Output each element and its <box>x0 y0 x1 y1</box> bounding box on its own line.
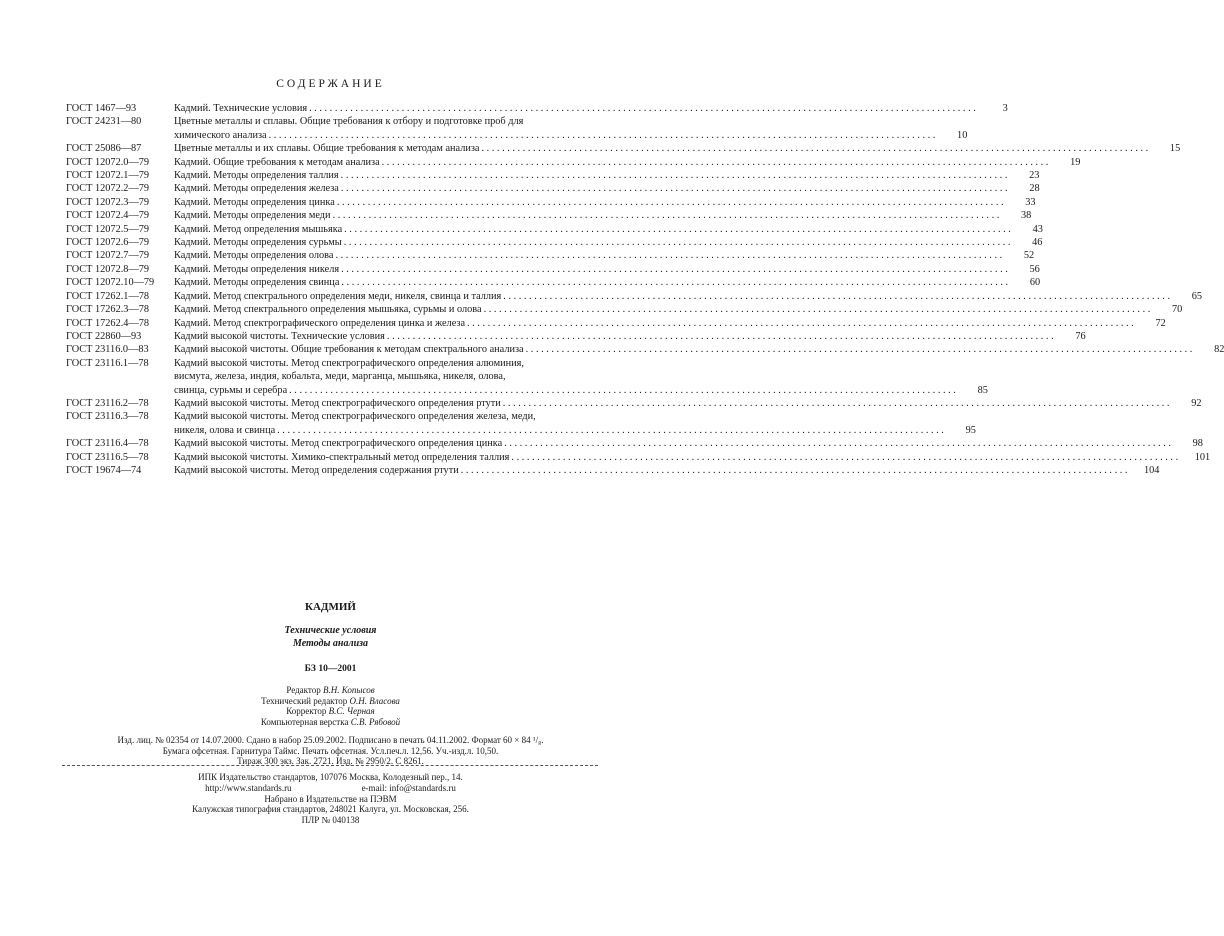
imprint-line: Изд. лиц. № 02354 от 14.07.2000. Сдано в набор 25.09.2002. Подписано в печать 04.11.2002. Формат 60 × 84 ¹/₈. <box>117 735 544 745</box>
toc-entry-code: ГОСТ 12072.6—79 <box>66 237 150 249</box>
toc-entry <box>66 223 1043 236</box>
toc-entry-title-line: Кадмий. Метод спектрального определения меди, никеля, свинца и таллия <box>174 290 502 302</box>
toc-leader-dots <box>481 142 1148 155</box>
toc-entry-title <box>174 290 1170 303</box>
toc-entry-page: 76 <box>1075 330 1086 342</box>
toc-entry-title <box>174 330 1054 343</box>
toc-leader-dots <box>341 263 1008 276</box>
toc-entry <box>66 236 1043 249</box>
toc-leader-dots <box>467 317 1134 330</box>
toc-entry <box>66 357 988 397</box>
toc-entry-title <box>174 410 944 437</box>
toc-entry-code: ГОСТ 12072.8—79 <box>66 263 150 275</box>
toc-entry-title-line: Кадмий. Методы определения свинца <box>174 277 340 289</box>
toc-leader-dots <box>387 330 1054 343</box>
imprint-line: Тираж 300 экз. Зак. 2721. Изд. № 2950/2. С 8261. <box>237 756 424 767</box>
toc-entry-page: 56 <box>1029 263 1040 275</box>
toc-entry <box>66 343 1224 356</box>
bz-number: БЗ 10—2001 <box>304 664 357 674</box>
publisher-website[interactable]: http://www.standards.ru <box>205 782 292 793</box>
license-number: ПЛР № 040138 <box>301 815 360 826</box>
toc-entry-page: 43 <box>1032 223 1043 235</box>
toc-entry-title <box>174 357 956 397</box>
toc-entry-title-line: Кадмий. Методы определения меди <box>174 210 331 222</box>
toc-entry-title-line: Кадмий высокой чистоты. Метод определения содержания ртути <box>174 464 459 476</box>
toc-leader-dots <box>309 102 976 115</box>
toc-entry-code: ГОСТ 17262.1—78 <box>66 290 150 302</box>
credits <box>0 685 661 727</box>
imprint-line: Бумага офсетная. Гарнитура Таймс. Печать офсетная. Усл.печ.л. 12,56. Уч.-изд.л. 10,50. <box>162 745 499 756</box>
toc-entry-code: ГОСТ 23116.0—83 <box>66 344 149 356</box>
toc-entry-code: ГОСТ 17262.4—78 <box>66 317 150 329</box>
toc-entry-title <box>174 437 1171 450</box>
toc-leader-dots <box>341 182 1008 195</box>
toc-entry-title <box>174 169 1007 182</box>
colophon-title: КАДМИЙ <box>305 601 356 613</box>
toc-entry-code: ГОСТ 24231—80 <box>66 116 142 128</box>
toc-entry-page: 92 <box>1191 397 1202 409</box>
toc-entry-title-line: Кадмий. Методы определения олова <box>174 250 334 262</box>
toc-leader-dots <box>335 249 1002 262</box>
toc-leader-dots <box>341 169 1008 182</box>
toc-entry-title <box>174 276 1008 289</box>
toc-leader-dots <box>511 451 1178 464</box>
toc-entry-page: 28 <box>1029 183 1040 195</box>
credit-line: Технический редактор О.Н. Власова <box>261 695 400 706</box>
toc-entry-page: 23 <box>1029 170 1040 182</box>
toc-leader-dots <box>484 303 1151 316</box>
toc-leader-dots <box>341 276 1008 289</box>
toc-entry-title <box>174 142 1148 155</box>
publisher-email[interactable]: e-mail: info@standards.ru <box>361 782 456 793</box>
toc-entry-page: 33 <box>1025 196 1036 208</box>
toc-leader-dots <box>269 129 936 142</box>
toc-entry-page: 19 <box>1070 156 1081 168</box>
toc-entry-title-line: Цветные металлы и сплавы. Общие требования к отбору и подготовке проб для <box>174 116 524 128</box>
credit-line: Компьютерная верстка С.В. Рябовой <box>260 716 401 727</box>
toc-entry-code: ГОСТ 23116.1—78 <box>66 357 149 369</box>
toc-entry-title-line: Кадмий высокой чистоты. Метод спектрографического определения ртути <box>174 397 501 409</box>
toc-entry-page: 101 <box>1194 451 1211 463</box>
toc-leader-dots <box>344 223 1011 236</box>
toc-entry <box>66 451 1211 464</box>
toc-entry <box>66 464 1160 477</box>
toc-entry <box>66 330 1086 343</box>
toc-entry-title-line: Кадмий высокой чистоты. Метод спектрографического определения цинка <box>174 438 503 450</box>
toc-entry-title <box>174 156 1048 169</box>
toc-entry-page: 72 <box>1155 317 1166 329</box>
toc-entry-title <box>174 397 1170 410</box>
toc-entry-code: ГОСТ 12072.2—79 <box>66 183 150 195</box>
toc-entry-code: ГОСТ 12072.10—79 <box>66 277 155 289</box>
toc-entry-title-line: химического анализа <box>174 129 267 141</box>
publisher-contacts <box>0 783 661 794</box>
toc-entry-page: 104 <box>1144 464 1160 476</box>
toc-entry-page: 82 <box>1214 344 1224 356</box>
toc-entry-title <box>174 317 1134 330</box>
toc-entry <box>66 182 1040 195</box>
toc-entry-page: 65 <box>1191 290 1203 302</box>
toc-leader-dots <box>333 209 1000 222</box>
toc-entry <box>66 102 1008 115</box>
toc-entry-code: ГОСТ 12072.0—79 <box>66 156 150 168</box>
toc-entry-page: 46 <box>1032 237 1043 249</box>
toc-title: СОДЕРЖАНИЕ <box>276 78 385 90</box>
toc-entry-title-line: Кадмий высокой чистоты. Метод спектрографического определения железа, меди, <box>174 411 536 423</box>
toc-entry <box>66 115 968 142</box>
colophon-subtitle-2: Методы анализа <box>292 638 369 649</box>
toc-leader-dots <box>337 196 1004 209</box>
toc-leader-dots <box>526 343 1193 356</box>
toc-entry-title <box>174 343 1192 356</box>
toc-entry-code: ГОСТ 23116.3—78 <box>66 411 149 423</box>
toc-entry-title-line: Кадмий. Общие требования к методам анализа <box>174 156 380 168</box>
toc-entry-code: ГОСТ 17262.3—78 <box>66 304 150 316</box>
toc-entry-code: ГОСТ 23116.2—78 <box>66 397 149 409</box>
toc-entry-title <box>174 236 1010 249</box>
toc-entry-title-line: Кадмий. Метод спектрального определения мышьяка, сурьмы и олова <box>174 304 482 316</box>
toc-entry-title-line: Кадмий. Методы определения никеля <box>174 263 340 275</box>
toc-entry-title <box>174 102 976 115</box>
credit-line: Корректор В.С. Черная <box>286 706 375 716</box>
toc-entry-title-line: Кадмий высокой чистоты. Химико-спектральный метод определения таллия <box>174 451 510 463</box>
toc-entry-title-line: висмута, железа, индия, кобальта, меди, марганца, мышьяка, никеля, олова, <box>174 371 506 383</box>
toc-entry <box>66 196 1036 209</box>
toc-leader-dots <box>461 464 1128 477</box>
toc-entry-code: ГОСТ 12072.4—79 <box>66 210 150 222</box>
toc-entry-title-line: Кадмий высокой чистоты. Технические условия <box>174 330 385 342</box>
toc-entry-page: 10 <box>957 129 968 141</box>
toc-leader-dots <box>503 290 1170 303</box>
toc-entry-title-line: свинца, сурьмы и серебра <box>174 384 288 396</box>
printer-address: Калужская типография стандартов, 248021 Калуга, ул. Московская, 256. <box>192 804 469 815</box>
toc-entry <box>66 303 1183 316</box>
toc-leader-dots <box>277 424 944 437</box>
toc-entry-title-line: Кадмий. Методы определения железа <box>174 183 339 195</box>
toc-entry-title-line: Кадмий. Технические условия <box>174 103 308 114</box>
toc-entry-page: 52 <box>1023 250 1035 262</box>
toc-entry-code: ГОСТ 12072.7—79 <box>66 250 150 262</box>
toc-entry <box>66 397 1202 410</box>
toc-entry-code: ГОСТ 12072.1—79 <box>66 170 150 182</box>
publisher-address: ИПК Издательство стандартов, 107076 Москва, Колодезный пер., 14. <box>198 772 463 782</box>
toc-entry <box>66 290 1203 303</box>
toc-entry-page: 85 <box>977 384 988 396</box>
toc-entry-title <box>174 209 999 222</box>
toc-entry-title-line: Кадмий. Методы определения цинка <box>174 196 335 208</box>
toc-entry-title <box>174 223 1011 236</box>
toc-entry-title-line: Кадмий. Метод определения мышьяка <box>174 223 343 235</box>
toc-entry <box>66 249 1035 262</box>
toc-entry-page: 98 <box>1192 438 1203 450</box>
toc-entry-title-line: Кадмий высокой чистоты. Метод спектрографического определения алюминия, <box>174 357 524 369</box>
toc-entry-code: ГОСТ 23116.4—78 <box>66 438 149 450</box>
toc-entry-page: 15 <box>1169 143 1181 155</box>
toc-entry-code: ГОСТ 12072.5—79 <box>66 223 150 235</box>
toc-entry-page: 60 <box>1029 277 1041 289</box>
toc-leader-dots <box>344 236 1011 249</box>
toc-entry <box>66 437 1203 450</box>
toc-entry <box>66 410 976 437</box>
toc-entry-code: ГОСТ 12072.3—79 <box>66 196 150 208</box>
toc-entry-title <box>174 263 1008 276</box>
toc-entry <box>66 317 1166 330</box>
typeset-note: Набрано в Издательстве на ПЭВМ <box>264 793 397 804</box>
toc-entry-title-line: Кадмий. Методы определения сурьмы <box>174 237 342 249</box>
toc-entry-code: ГОСТ 25086—87 <box>66 143 142 155</box>
toc-entry-title-line: Кадмий. Методы определения таллия <box>174 170 339 182</box>
toc-entry <box>66 169 1040 182</box>
toc-entry-title <box>174 303 1150 316</box>
toc-entry-title <box>174 464 1127 477</box>
toc-leader-dots <box>289 384 956 397</box>
toc-list <box>66 102 1224 477</box>
toc-entry-title-line: Кадмий. Метод спектрографического определения цинка и железа <box>174 317 466 329</box>
toc-entry-page: 70 <box>1172 304 1183 316</box>
toc-entry-title <box>174 451 1178 464</box>
toc-entry-page: 3 <box>1002 103 1008 114</box>
toc-entry <box>66 276 1041 289</box>
toc-leader-dots <box>382 156 1049 169</box>
toc-entry <box>66 263 1040 276</box>
toc-entry-title-line: никеля, олова и свинца <box>174 424 276 436</box>
toc-entry-code: ГОСТ 23116.5—78 <box>66 451 149 463</box>
toc-entry-title-line: Цветные металлы и их сплавы. Общие требования к методам анализа <box>174 143 480 155</box>
divider <box>62 765 598 766</box>
toc-entry-title-line: Кадмий высокой чистоты. Общие требования к методам спектрального анализа <box>174 344 524 356</box>
toc-entry-title <box>174 249 1002 262</box>
toc-leader-dots <box>504 437 1171 450</box>
toc-entry-page: 95 <box>965 424 976 436</box>
publisher-info <box>0 772 661 826</box>
credit-line: Редактор В.Н. Копысов <box>286 685 375 695</box>
toc-entry-code: ГОСТ 19674—74 <box>66 464 142 476</box>
toc-entry <box>66 209 1032 222</box>
imprint <box>0 735 661 767</box>
toc-entry-page: 38 <box>1021 210 1032 222</box>
toc-entry-code: ГОСТ 22860—93 <box>66 330 142 342</box>
toc-entry <box>66 156 1081 169</box>
toc-entry <box>66 142 1181 155</box>
colophon-subtitle-1: Технические условия <box>284 625 377 636</box>
toc-leader-dots <box>503 397 1170 410</box>
toc-entry-title <box>174 182 1008 195</box>
toc-entry-code: ГОСТ 1467—93 <box>66 103 137 114</box>
toc-entry-title <box>174 115 935 142</box>
toc-entry-title <box>174 196 1004 209</box>
